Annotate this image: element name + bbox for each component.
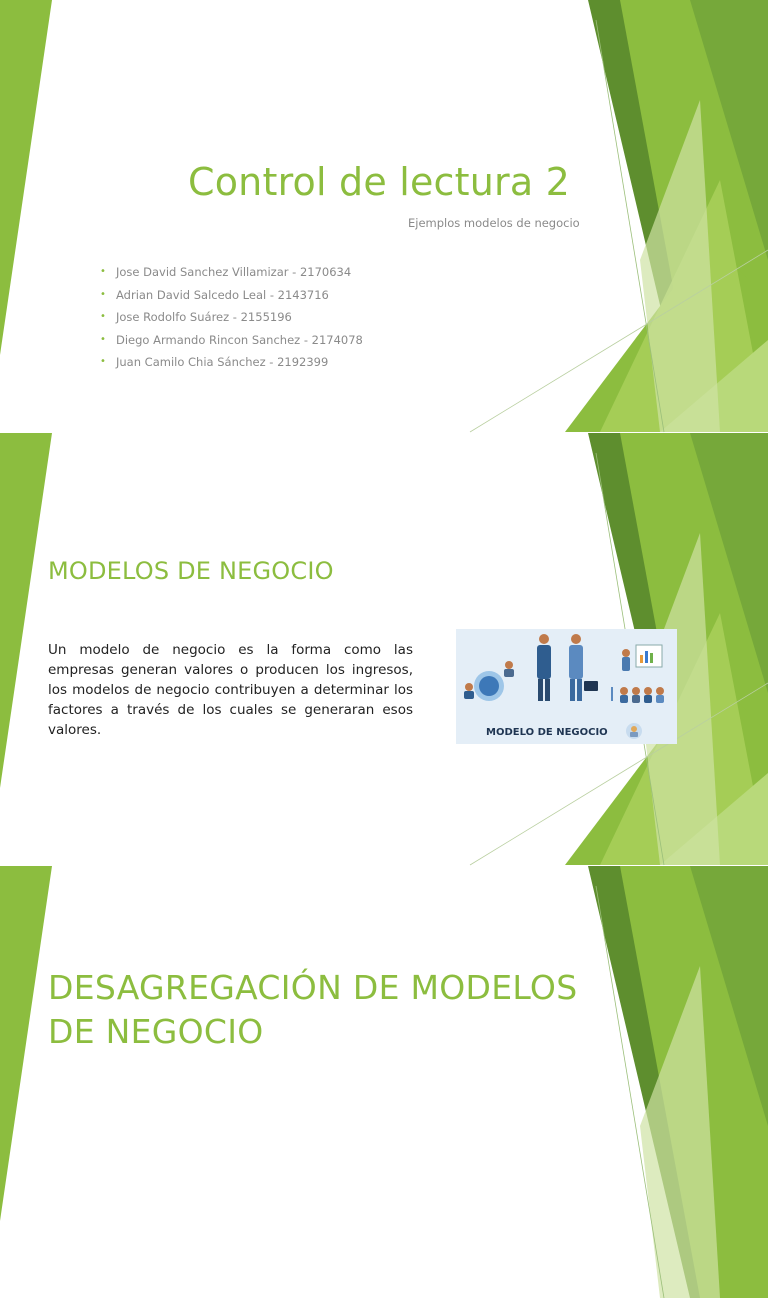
- slide-modelos: [0, 433, 768, 865]
- business-model-illustration: [456, 629, 677, 744]
- bullet-icon: •: [100, 266, 106, 277]
- author-list: [100, 261, 363, 374]
- list-item: [100, 351, 363, 374]
- list-item: [100, 284, 363, 307]
- author-name: Jose David Sanchez Villamizar - 2170634: [116, 265, 352, 279]
- slide-title-text: Control de lectura 2: [188, 160, 570, 204]
- slide-decoration: [0, 866, 768, 1298]
- author-name: Adrian David Salcedo Leal - 2143716: [116, 287, 329, 302]
- bullet-icon: •: [100, 333, 106, 345]
- section-heading: DESAGREGACIÓN DE MODELOS DE NEGOCIO: [48, 968, 578, 1051]
- slide-desagregacion: [0, 866, 768, 1051]
- bullet-icon: •: [100, 288, 106, 300]
- author-name: Jose Rodolfo Suárez - 2155196: [116, 310, 292, 324]
- list-item: [100, 306, 363, 329]
- body-paragraph: Un modelo de negocio es la forma como las empresas generan valores o producen los ingresos, los modelos de negocio contribuyen a determinar los factores a través de los cuales se generaran esos valores.: [48, 642, 413, 738]
- illustration-caption: MODELO DE NEGOCIO: [486, 727, 608, 738]
- slide-title: [0, 0, 768, 432]
- slide-subtitle: Ejemplos modelos de negocio: [408, 216, 580, 230]
- author-name: Diego Armando Rincon Sanchez - 2174078: [116, 332, 363, 347]
- section-heading: MODELOS DE NEGOCIO: [48, 557, 334, 585]
- bullet-icon: •: [100, 356, 106, 367]
- list-item: [100, 329, 363, 352]
- author-name: Juan Camilo Chia Sánchez - 2192399: [116, 355, 329, 369]
- list-item: [100, 261, 363, 284]
- bullet-icon: •: [100, 311, 106, 322]
